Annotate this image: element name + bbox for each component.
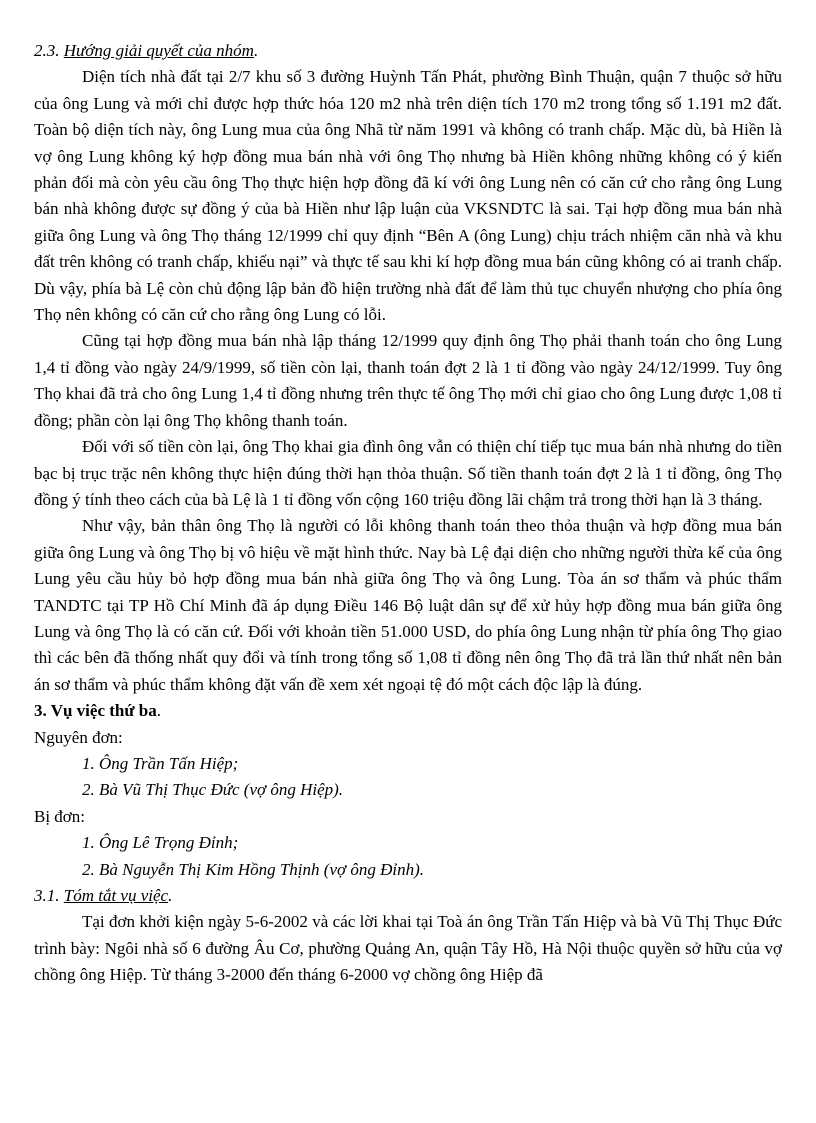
plaintiff-item: 2. Bà Vũ Thị Thục Đức (vợ ông Hiệp). bbox=[82, 780, 344, 800]
paragraph: Cũng tại hợp đồng mua bán nhà lập tháng 12/1999 quy định ông Thọ phải thanh toán cho ông Lung 1,4 tỉ đồng vào ngày 24/9/1999, số tiền còn lại, thanh toán đợt 2 là 1 tỉ đồng vào ngày 24/12/1999. Tuy ông Thọ khai đã trả cho ông Lung 1,4 tỉ đồng nhưng trên thực tế ông Thọ mới chỉ giao cho ông Lung được 1,08 tỉ đồng; phần còn lại ông Thọ không thanh toán. bbox=[34, 331, 782, 430]
section-3-heading bbox=[34, 698, 782, 724]
section-3-title: 3. Vụ việc thứ ba bbox=[34, 701, 157, 721]
paragraph: Tại đơn khởi kiện ngày 5-6-2002 và các lời khai tại Toà án ông Trần Tấn Hiệp và bà Vũ Thị Thục Đức trình bày: Ngôi nhà số 6 đường Âu Cơ, phường Quảng An, quận Tây Hồ, Hà Nội thuộc quyền sở hữu của vợ chồng ông Hiệp. Từ tháng 3-2000 đến tháng 6-2000 vợ chồng ông Hiệp đã bbox=[34, 912, 782, 985]
paragraph: Đối với số tiền còn lại, ông Thọ khai gia đình ông vẫn có thiện chí tiếp tục mua bán nhà nhưng do tiền bạc bị trục trặc nên không thực hiện đúng thời hạn thỏa thuận. Số tiền thanh toán đợt 2 là 1 tỉ đồng, ông Thọ đồng ý tính theo cách của bà Lệ là 1 tỉ đồng vốn cộng 160 triệu đồng lãi chậm trả trong thời hạn là 3 tháng. bbox=[34, 437, 782, 509]
defendant-item: 2. Bà Nguyễn Thị Kim Hồng Thịnh (vợ ông Đỉnh). bbox=[82, 859, 424, 879]
plaintiff-item: 1. Ông Trần Tấn Hiệp; bbox=[82, 753, 239, 773]
section-3-1-trail: . bbox=[168, 886, 173, 905]
section-2-3-number: 2.3. bbox=[34, 41, 64, 60]
section-3-trail: . bbox=[156, 701, 162, 721]
section-2-3-trail: . bbox=[253, 41, 259, 60]
document-page bbox=[34, 38, 782, 989]
defendant-label: Bị đơn: bbox=[34, 806, 86, 826]
paragraph: Diện tích nhà đất tại 2/7 khu số 3 đường Huỳnh Tấn Phát, phường Bình Thuận, quận 7 thuộc sở hữu của ông Lung và mới chỉ được hợp thức hóa 120 m2 nhà trên diện tích 170 m2 trong tổng số 1.191 m2 đất. Toàn bộ diện tích này, ông Lung mua của ông Nhã từ năm 1991 và không có tranh chấp. Mặc dù, bà Hiền là vợ ông Lung không ký hợp đồng mua bán nhà với ông Thọ nhưng bà Hiền không những không có ý kiến phản đối mà còn yêu cầu ông Thọ thực hiện hợp đồng đã kí với ông Lung nên có căn cứ cho rằng ông Lung bán nhà không được sự đồng ý của bà Hiền như lập luận của VKSNDTC là sai. Tại hợp đồng mua bán nhà giữa ông Lung và ông Thọ tháng 12/1999 chỉ quy định “Bên A (ông Lung) chịu trách nhiệm căn nhà và khu đất trên không có tranh chấp, khiếu nại” và thực tế sau khi kí hợp đồng mua bán cũng không có ai tranh chấp. Dù vậy, phía bà Lệ còn chủ động lập bản đồ hiện trường nhà đất để làm thủ tục chuyển nhượng cho phía ông Thọ nên không có căn cứ cho rằng ông Lung có lỗi. bbox=[34, 67, 782, 325]
section-3-1-title: Tóm tắt vụ việc bbox=[63, 886, 169, 905]
plaintiff-label: Nguyên đơn: bbox=[34, 727, 123, 747]
section-2-3-title: Hướng giải quyết của nhóm bbox=[63, 41, 254, 60]
section-3-1-number: 3.1. bbox=[34, 886, 64, 905]
defendant-item: 1. Ông Lê Trọng Đỉnh; bbox=[82, 833, 239, 853]
section-2-3-heading bbox=[34, 38, 782, 64]
section-3-1-heading bbox=[34, 883, 782, 909]
paragraph: Như vậy, bản thân ông Thọ là người có lỗi không thanh toán theo thỏa thuận và hợp đồng mua bán giữa ông Lung và ông Thọ bị vô hiệu về mặt hình thức. Nay bà Lệ đại diện cho những người thừa kế của ông Lung yêu cầu hủy bỏ hợp đồng mua bán nhà giữa ông Thọ và ông Lung. Tòa án sơ thẩm và phúc thẩm TANDTC tại TP Hồ Chí Minh đã áp dụng Điều 146 Bộ luật dân sự để xử hủy hợp đồng mua bán giữa ông Lung và ông Thọ là có căn cứ. Đối với khoản tiền 51.000 USD, do phía ông Lung nhận từ phía ông Thọ giao thì các bên đã thống nhất quy đổi và tính trong tổng số 1,08 tỉ đồng nên ông Thọ đã trả lần thứ nhất nên bản án sơ thẩm và phúc thẩm không đặt vấn đề xem xét ngoại tệ đó một cách độc lập là đúng. bbox=[34, 516, 782, 694]
